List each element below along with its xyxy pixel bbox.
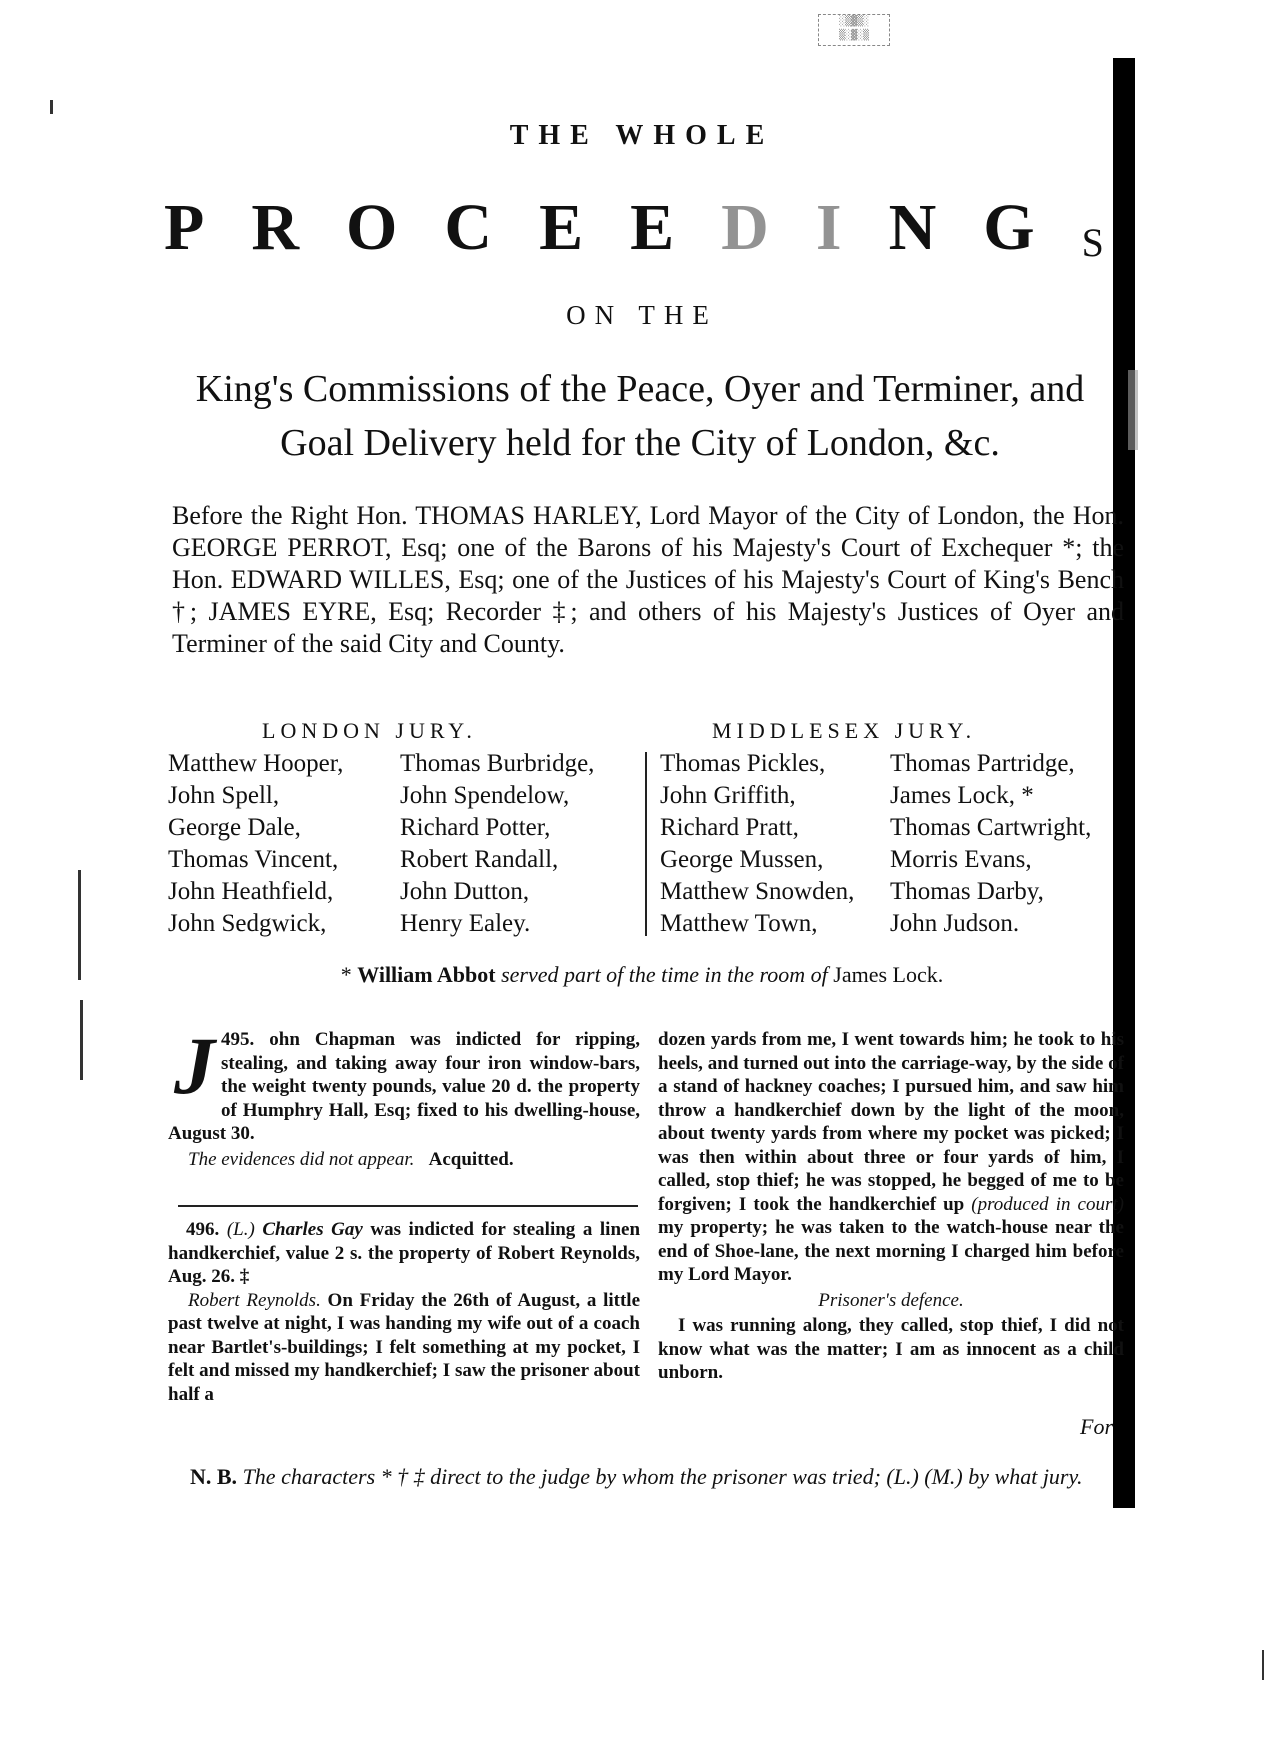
juror-name: Matthew Hooper, [168, 750, 344, 777]
juror-name: Thomas Vincent, [168, 846, 339, 873]
title-letter: E [539, 191, 584, 264]
margin-speck [50, 100, 53, 114]
testimony: dozen yards from me, I went towards him; he took to his heels, and turned out into the carriage-way, by the side of a stand of hackney coaches; I pursued him, and saw him throw a handkerchief down by the light of the moon, about twenty yards from where my pocket was picked; I was then within about three or four yards of him, I called, stop thief; he was stopped, he begged of me to be forgiven; I took the handkerchief up [658, 1029, 1124, 1215]
case-number: 495. [221, 1029, 255, 1050]
produced-note: (produced in court) [971, 1193, 1124, 1215]
juror-name: Richard Potter, [400, 814, 551, 841]
catchword: For [1080, 1414, 1113, 1439]
testimony: On Friday the 26th of August, a little past twelve at night, I was handing my wife out of a coach near Bartlet's-buildings; I felt something at my pocket, I felt and missed my handkerchief; I saw the prisoner about half a [168, 1289, 641, 1405]
abbot-footnote [0, 962, 1284, 988]
title-letter: I [815, 191, 842, 264]
juror-name: John Spendelow, [400, 782, 570, 809]
jury-mark: (L.) [226, 1219, 255, 1240]
title-letter: G [983, 191, 1035, 264]
juror-name: Richard Pratt, [660, 814, 799, 841]
juror-name: James Lock, * [890, 782, 1034, 809]
juror-name: Matthew Town, [660, 910, 818, 937]
case-496-left [168, 1218, 640, 1406]
title-letter: E [630, 191, 675, 264]
juror-name: Thomas Burbridge, [400, 750, 595, 777]
juror-name: Thomas Cartwright, [890, 814, 1092, 841]
juror-name: John Griffith, [660, 782, 796, 809]
juror-name: John Spell, [168, 782, 280, 809]
title-letter: R [251, 191, 300, 264]
witness-name: Robert Reynolds. [188, 1289, 321, 1311]
title-letter: D [721, 191, 769, 264]
case-496-right [658, 1028, 1124, 1385]
margin-speck [80, 1000, 83, 1080]
juror-name: John Judson. [890, 910, 1020, 937]
footnote-name: William Abbot [357, 962, 496, 987]
jury-divider [645, 752, 647, 936]
juror-name: Thomas Pickles, [660, 750, 826, 777]
title-letter: C [444, 191, 493, 264]
title-letter: N [888, 191, 937, 264]
footnote-name: James Lock. [833, 962, 944, 987]
footnote-star: * [340, 962, 352, 987]
defendant-name: Charles Gay [262, 1219, 363, 1240]
middlesex-jury-col1 [660, 748, 854, 940]
testimony: my property; he was taken to the watch-house near the end of Shoe-lane, the next morning I charged him before my Lord Mayor. [658, 1217, 1124, 1285]
library-stamp: ░▒▓▒░ ▒░▓░▒ [818, 14, 890, 46]
juror-name: John Sedgwick, [168, 910, 327, 937]
middlesex-jury-heading: MIDDLESEX JURY. [712, 718, 977, 743]
title-the-whole: THE WHOLE [509, 120, 775, 151]
juror-name: Robert Randall, [400, 846, 559, 873]
defence-text: I was running along, they called, stop thief, I did not know what was the matter; I am as innocent as a child unborn. [658, 1315, 1124, 1383]
middlesex-jury-col2 [890, 748, 1091, 940]
page-edge-strip [1128, 370, 1138, 450]
case-divider [178, 1205, 638, 1207]
nb-text: The characters * † ‡ direct to the judge by whom the prisoner was tried; (L.) (M.) by what jury. [242, 1464, 1083, 1489]
nota-bene [190, 1464, 1150, 1490]
london-jury-col1 [168, 748, 343, 940]
case-number: 496. [186, 1219, 220, 1240]
title-letter: O [346, 191, 398, 264]
defence-heading: Prisoner's defence. [818, 1289, 964, 1311]
footnote-phrase: served part of the time in the room of [501, 962, 828, 987]
title-letter: P [164, 191, 205, 264]
juror-name: George Dale, [168, 814, 301, 841]
before-paragraph: Before the Right Hon. THOMAS HARLEY, Lord Mayor of the City of London, the Hon. GEORGE PERROT, Esq; one of the Barons of his Majesty's Court of Exchequer *; the Hon. EDWARD WILLES, Esq; one of the Justices of his Majesty's Court of King's Bench †; JAMES EYRE, Esq; Recorder ‡; and others of his Majesty's Justices of Oyer and Terminer of the said City and County. [172, 501, 1124, 658]
case-495 [168, 1020, 641, 1171]
case-495-text: ohn Chapman was indicted for ripping, stealing, and taking away four iron window-bars, the weight twenty pounds, value 20 d. the property of Humphry Hall, Esq; fixed to his dwelling-house, August 30. [168, 1029, 641, 1144]
juror-name: Matthew Snowden, [660, 878, 855, 905]
juror-name: John Heathfield, [168, 878, 334, 905]
drop-cap: J [174, 1020, 215, 1111]
title-on-the: ON THE [566, 300, 718, 330]
margin-speck [1262, 1650, 1264, 1680]
title-letter: S [1081, 220, 1104, 265]
title-commissions-line2: Goal Delivery held for the City of London, &c. [280, 422, 1000, 464]
juror-name: Thomas Partridge, [890, 750, 1075, 777]
london-jury-heading: LONDON JURY. [262, 718, 477, 743]
title-commissions [160, 362, 1120, 470]
juror-name: Morris Evans, [890, 846, 1032, 873]
verdict-note: The evidences did not appear. [188, 1148, 415, 1170]
london-jury-col2 [400, 748, 594, 940]
juror-name: Henry Ealey. [400, 910, 531, 937]
juror-name: George Mussen, [660, 846, 824, 873]
juror-name: Thomas Darby, [890, 878, 1044, 905]
juror-name: John Dutton, [400, 878, 530, 905]
nb-label: N. B. [190, 1464, 238, 1489]
title-proceedings [164, 190, 1104, 266]
verdict: Acquitted. [428, 1148, 514, 1170]
case-496-text: was indicted for stealing a linen handkerchief, value 2 s. the property of Robert Reynolds, Aug. 26. ‡ [168, 1219, 641, 1287]
title-commissions-line1: King's Commissions of the Peace, Oyer and Terminer, and [195, 368, 1085, 410]
